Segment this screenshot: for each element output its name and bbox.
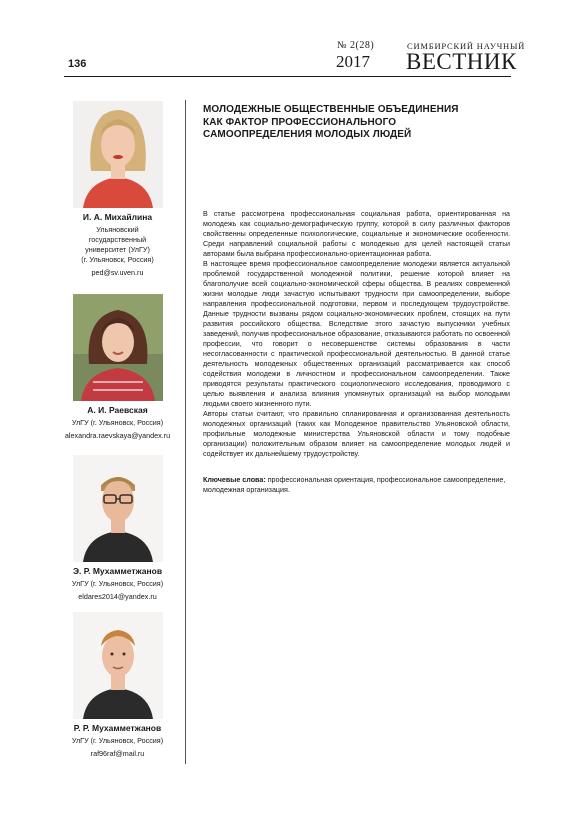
- abstract-paragraph: В настоящее время профессиональное самоопределение молодежи является актуальной проблемой государственной молодежной политики, решение которой влияет на благополучие всей социально-экономической сферы общества. В реалиях современной жизни молодые люди зачастую испытывают трудности при самоопределении, выборе направления профессиональной подготовки, первом и последующем трудоустройстве. Данные трудности вызваны рядом социально-экономических проблем, стоящих на пути развития российского общества. Вследствие этого зачастую выпускники учебных заведений, получив профессиональное образование, отказываются работать по освоенной профессии, что говорит о несовершенстве системы образования в части несогласованности с практической профессиональной деятельностью. В данной статье деятельность молодежных общественных организаций рассматривается как способ содействия молодежи в личностном и профессиональном самоопределении. Также приводятся результаты практического социологического исследования, проводимого с целью выявления и анализа влияния упомянутых организаций на выбор молодыми людьми своего жизненного пути.: [203, 260, 510, 408]
- author-email-1: ped@sv.uven.ru: [91, 268, 144, 277]
- abstract-paragraph: В статье рассмотрена профессиональная социальная работа, ориентированная на молодежь как социально-демографическую группу, которой в силу различных факторов свойственны определенные психологические, социальные и экономические особенности. Среди направлений социальной работы с молодежью для целей настоящей статьи авторами была выбрана профессионально-ориентационная работа.: [203, 210, 510, 258]
- column-divider: [185, 100, 186, 764]
- author-name-4: Р. Р. Мухамметжанов: [73, 723, 162, 733]
- author-photo-3: [73, 455, 163, 562]
- author-email-2: alexandra.raevskaya@yandex.ru: [64, 431, 171, 440]
- issue-year: 2017: [336, 52, 370, 71]
- author-card-3: [60, 455, 175, 601]
- journal-subtitle: СИМБИРСКИЙ НАУЧНЫЙ: [407, 41, 526, 51]
- author-card-1: [60, 101, 175, 277]
- author-affiliation-1: Ульяновский государственный университет (УлГУ) (г. Ульяновск, Россия): [81, 225, 154, 264]
- author-name-1: И. А. Михайлина: [82, 212, 153, 222]
- page-number: 136: [68, 58, 87, 70]
- author-name-3: Э. Р. Мухамметжанов: [72, 566, 163, 576]
- keywords-text: профессиональная ориентация, профессиональное самоопределение, молодежная организация.: [203, 476, 506, 494]
- page-header: [0, 0, 579, 80]
- author-name-2: А. И. Раевская: [87, 405, 148, 415]
- author-card-4: [60, 612, 175, 758]
- issue-number: № 2(28): [337, 40, 375, 51]
- abstract-paragraph: Авторы статьи считают, что правильно спланированная и организованная деятельность молодежных организаций (таких как Молодежное правительство Ульяновской области, профильные молодежные министерства Ульяновской области и тому подобные организации) положительным образом влияет на самоопределение молодых людей и содействует их дальнейшему трудоустройству.: [203, 410, 510, 458]
- header-rule: [64, 76, 511, 77]
- author-photo-1: [73, 101, 163, 208]
- author-affiliation-2: УлГУ (г. Ульяновск, Россия): [71, 418, 164, 427]
- author-card-2: [60, 294, 175, 440]
- keywords-label: Ключевые слова:: [203, 476, 266, 484]
- article-abstract: [203, 209, 510, 459]
- author-email-4: raf96raf@mail.ru: [90, 749, 145, 758]
- author-email-3: eldares2014@yandex.ru: [78, 592, 157, 601]
- journal-title: ВЕСТНИК: [406, 49, 517, 74]
- author-affiliation-4: УлГУ (г. Ульяновск, Россия): [71, 736, 164, 745]
- article-title: МОЛОДЕЖНЫЕ ОБЩЕСТВЕННЫЕ ОБЪЕДИНЕНИЯ КАК ФАКТОР ПРОФЕССИОНАЛЬНОГО САМООПРЕДЕЛЕНИЯ МОЛОДЫХ ЛЮДЕЙ: [203, 104, 459, 140]
- author-photo-2: [73, 294, 163, 401]
- article-keywords: [203, 475, 510, 495]
- author-affiliation-3: УлГУ (г. Ульяновск, Россия): [71, 579, 164, 588]
- author-photo-4: [73, 612, 163, 719]
